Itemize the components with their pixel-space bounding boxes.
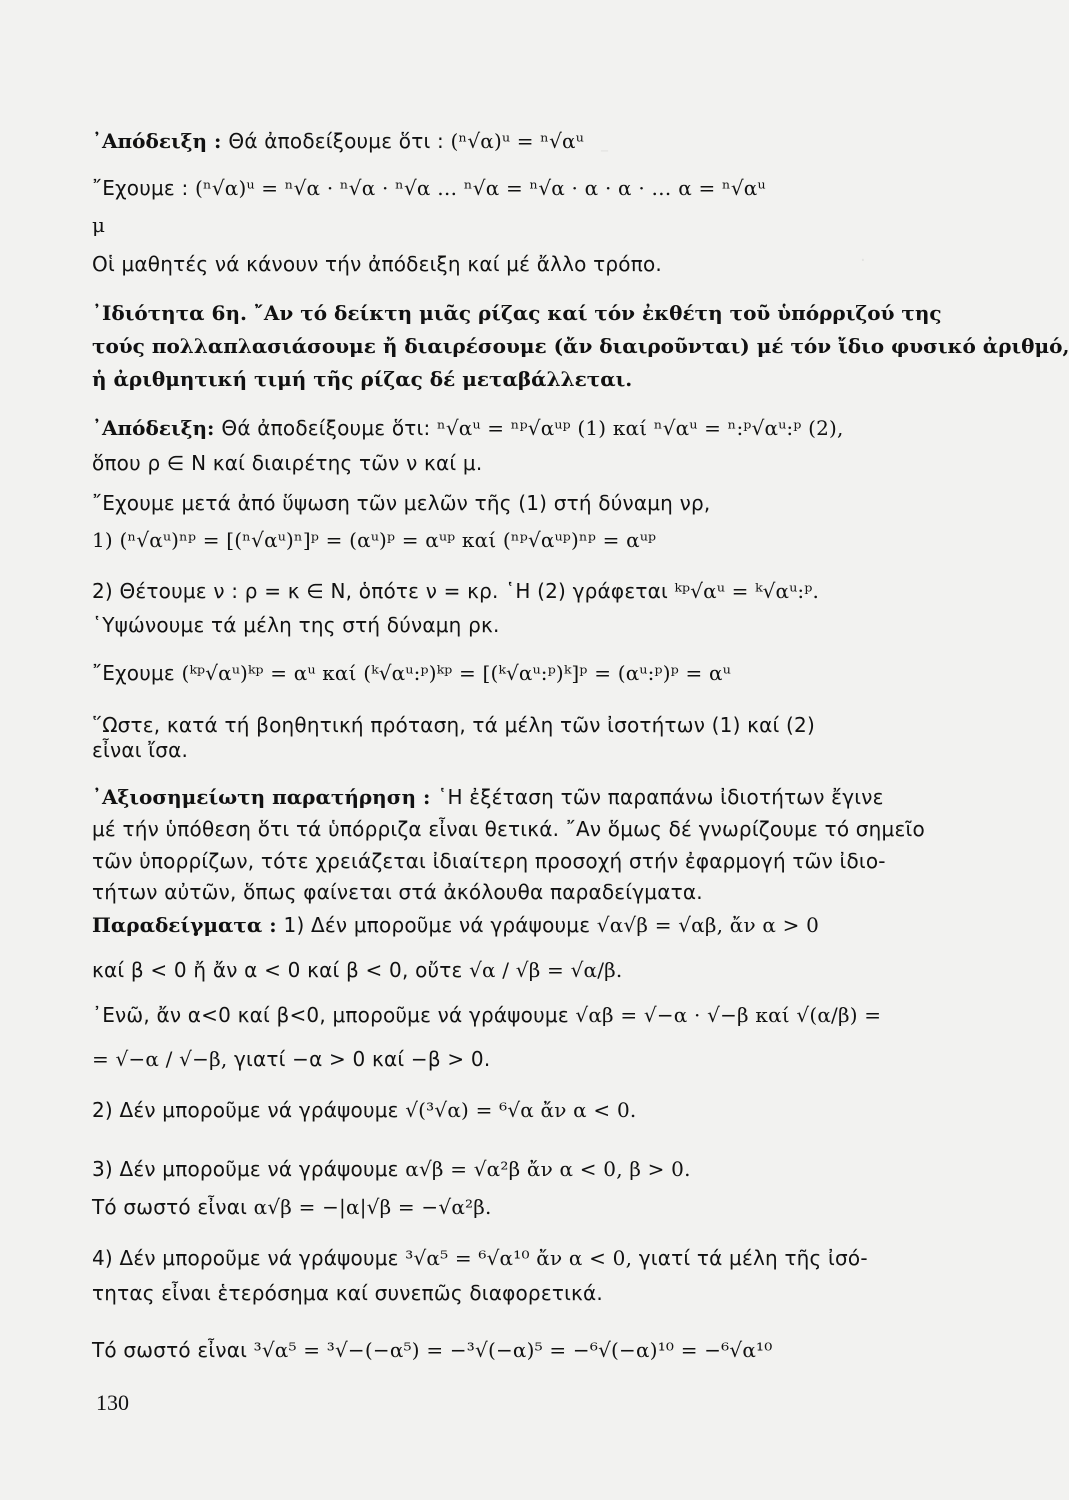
- body-text: ῾Υψώνουμε τά μέλη της στή δύναμη ρκ.: [92, 613, 500, 637]
- text-line: [92, 1156, 952, 1182]
- body-text: μέ τήν ὑπόθεση ὅτι τά ὑπόρριζα εἶναι θετικά. ῎Αν ὅμως δέ γνωρίζουμε τό σημεῖο: [92, 817, 925, 841]
- text-line: [92, 1046, 952, 1072]
- body-text: εἶναι ἴσα.: [92, 738, 189, 762]
- text-line: [92, 1280, 952, 1306]
- text-line: [92, 1002, 952, 1028]
- bold-heading: Παραδείγματα :: [92, 913, 284, 937]
- math-expression: √(³√α) = ⁶√α ἄν α < 0.: [405, 1098, 637, 1122]
- body-text: τήτων αὐτῶν, ὅπως φαίνεται στά ἀκόλουθα παραδείγματα.: [92, 880, 703, 904]
- body-text: ῎Εχουμε :: [92, 176, 195, 200]
- text-line: [92, 879, 952, 905]
- math-expression: = √−α / √−β,: [92, 1047, 234, 1071]
- body-text: Θά ἀποδείξουμε ὅτι:: [221, 416, 437, 440]
- body-text: ῞Ωστε, κατά τή βοηθητική πρόταση, τά μέλη τῶν ἰσοτήτων (1) καί (2): [92, 713, 815, 737]
- body-text: 3) Δέν μποροῦμε νά γράψουμε: [92, 1157, 406, 1181]
- text-line: [92, 578, 952, 604]
- math-expression: √αβ = √−α · √−β καί √(α/β) =: [575, 1003, 882, 1027]
- math-expression: ³√α⁵ = ⁶√α¹⁰ ἄν α < 0,: [405, 1246, 639, 1270]
- body-text: Τό σωστό εἶναι: [92, 1338, 254, 1362]
- bold-heading: ᾿Ιδιότητα 6η.: [92, 301, 254, 325]
- body-text: 2) Θέτουμε ν : ρ = κ ∈ N, ὁπότε ν = κρ. ῾Η (2) γράφεται: [92, 579, 675, 603]
- text-line: [92, 212, 952, 238]
- math-expression: √α / √β = √α/β.: [469, 958, 623, 982]
- bold-heading: ᾿Απόδειξη :: [92, 129, 229, 153]
- text-line: [92, 1194, 952, 1220]
- text-line: [92, 612, 952, 638]
- math-expression: ³√α⁵ = ³√−(−α⁵) = −³√(−α)⁵ = −⁶√(−α)¹⁰ = −⁶√α¹⁰: [253, 1338, 773, 1362]
- body-text: 1) Δέν μποροῦμε νά γράψουμε: [283, 913, 597, 937]
- body-text: τῶν ὑπορρίζων, τότε χρειάζεται ἰδιαίτερη προσοχή στήν ἐφαρμογή τῶν ἰδιο-: [92, 849, 886, 873]
- bold-heading: ἡ ἀριθμητική τιμή τῆς ρίζας δέ μεταβάλλεται.: [92, 367, 633, 391]
- text-line: [92, 912, 952, 938]
- math-expression: α√β = √α²β ἄν α < 0, β > 0.: [405, 1157, 691, 1181]
- body-text: ᾿Ενῶ, ἄν α<0 καί β<0, μποροῦμε νά γράψουμε: [92, 1003, 576, 1027]
- math-expression: (ⁿ√α)ᵘ = ⁿ√αᵘ: [450, 129, 584, 153]
- text-line: [92, 1245, 952, 1271]
- text-line: [92, 737, 952, 763]
- text-line: [92, 450, 952, 476]
- math-expression: ⁿ√αᵘ = ⁿᵖ√αᵘᵖ (1) καί ⁿ√αᵘ = ⁿ:ᵖ√αᵘ:ᵖ (2),: [436, 416, 844, 440]
- body-text: καί β < 0 ἤ ἄν α < 0 καί β < 0, οὔτε: [92, 958, 470, 982]
- text-line: [92, 848, 952, 874]
- bold-heading: τούς πολλαπλασιάσουμε ἤ διαιρέσουμε (ἄν διαιροῦνται) μέ τόν ἴδιο φυσικό ἀριθμό,: [92, 334, 1069, 358]
- body-text: τητας εἶναι ἑτερόσημα καί συνεπῶς διαφορετικά.: [92, 1281, 603, 1305]
- body-text: γιατί τά μέλη τῆς ἰσό-: [638, 1246, 868, 1270]
- body-text: Τό σωστό εἶναι: [92, 1195, 254, 1219]
- body-text: ῎Εχουμε: [92, 661, 182, 685]
- text-line: [92, 957, 952, 983]
- math-expression: μ: [92, 213, 106, 237]
- bold-heading: ᾿Αξιοσημείωτη παρατήρηση :: [92, 785, 438, 809]
- math-expression: √α√β = √αβ, ἄν α > 0: [596, 913, 820, 937]
- text-line: [92, 1097, 952, 1123]
- text-line: [92, 300, 952, 326]
- math-expression: (ᵏᵖ√αᵘ)ᵏᵖ = αᵘ καί (ᵏ√αᵘ:ᵖ)ᵏᵖ = [(ᵏ√αᵘ:ᵖ)ᵏ]ᵖ = (αᵘ:ᵖ)ᵖ = αᵘ: [181, 661, 731, 685]
- body-text: 4) Δέν μποροῦμε νά γράψουμε: [92, 1246, 406, 1270]
- text-line: [92, 1337, 952, 1363]
- text-line: [92, 784, 952, 810]
- text-line: [92, 490, 952, 516]
- text-line: [92, 128, 952, 154]
- text-line: [92, 712, 952, 738]
- page-number: 130: [96, 1390, 129, 1415]
- text-line: [92, 816, 952, 842]
- body-text: Οἱ μαθητές νά κάνουν τήν ἀπόδειξη καί μέ ἄλλο τρόπο.: [92, 252, 662, 276]
- math-expression: α√β = −|α|√β = −√α²β.: [253, 1195, 492, 1219]
- body-text: γιατί −α > 0 καί −β > 0.: [233, 1047, 491, 1071]
- bleed-through: ·: [860, 250, 866, 271]
- text-line: [92, 660, 952, 686]
- text-line: [92, 175, 952, 201]
- math-expression: ᵏᵖ√αᵘ = ᵏ√αᵘ:ᵖ.: [674, 579, 820, 603]
- text-line: [92, 527, 952, 553]
- text-line: [92, 366, 952, 392]
- bold-heading: ᾿Απόδειξη:: [92, 416, 222, 440]
- body-text: ῾Η ἐξέταση τῶν παραπάνω ἰδιοτήτων ἔγινε: [437, 785, 884, 809]
- body-text: 2) Δέν μποροῦμε νά γράψουμε: [92, 1098, 406, 1122]
- text-line: [92, 251, 952, 277]
- bleed-through: –: [600, 140, 609, 161]
- math-expression: (ⁿ√α)ᵘ = ⁿ√α · ⁿ√α · ⁿ√α … ⁿ√α = ⁿ√α · α · α · … α = ⁿ√αᵘ: [195, 176, 766, 200]
- body-text: Θά ἀποδείξουμε ὅτι :: [228, 129, 451, 153]
- bold-heading: ῎Αν τό δείκτη μιᾶς ρίζας καί τόν ἐκθέτη τοῦ ὑπόρριζού της: [253, 301, 942, 325]
- math-expression: 1) (ⁿ√αᵘ)ⁿᵖ = [(ⁿ√αᵘ)ⁿ]ᵖ = (αᵘ)ᵖ = αᵘᵖ καί (ⁿᵖ√αᵘᵖ)ⁿᵖ = αᵘᵖ: [92, 528, 657, 552]
- body-text: ὅπου ρ ∈ N καί διαιρέτης τῶν ν καί μ.: [92, 451, 483, 475]
- text-line: [92, 415, 952, 441]
- body-text: ῎Εχουμε μετά ἀπό ὕψωση τῶν μελῶν τῆς (1) στή δύναμη νρ,: [92, 491, 711, 515]
- text-line: [92, 333, 1069, 359]
